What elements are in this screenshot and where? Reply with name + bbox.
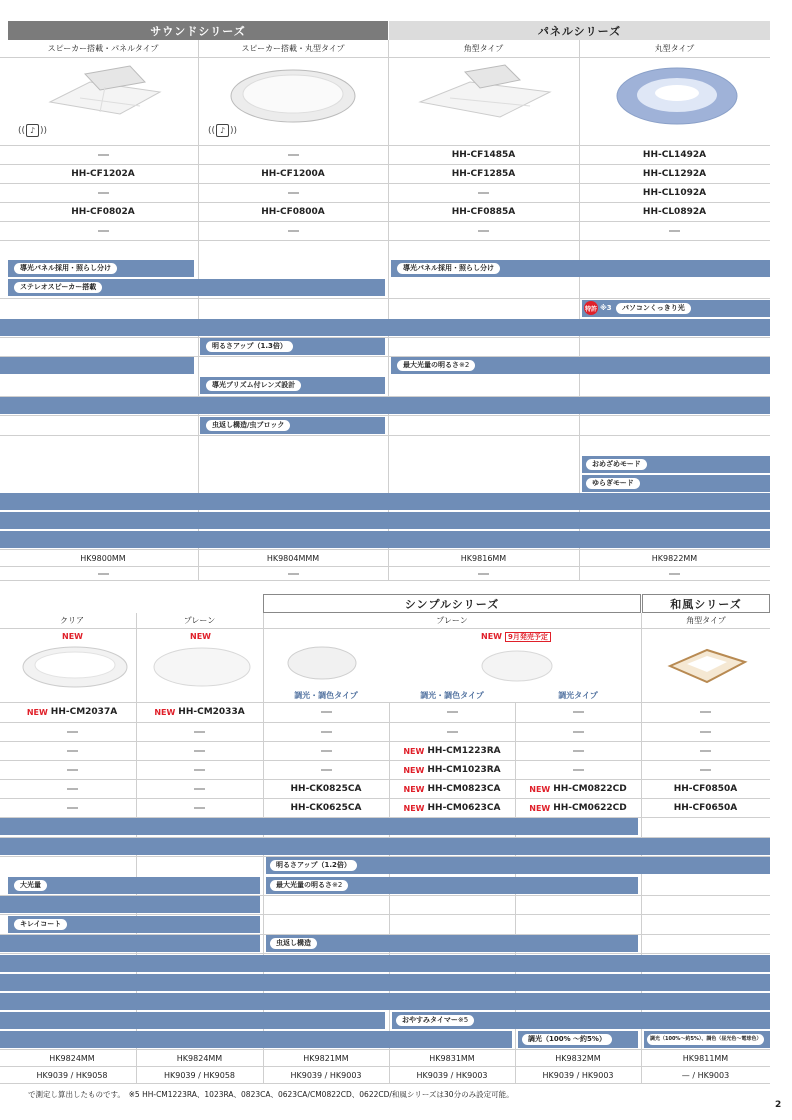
feature-bar (8, 916, 260, 933)
type-square-wafu: 角型タイプ (686, 616, 726, 625)
feature-bar (518, 1031, 638, 1048)
dimming-label: 調光（100% 〜約5%） (522, 1034, 612, 1045)
dash-mark (478, 573, 489, 575)
model-number: HH-CL1092A (642, 188, 707, 198)
bottom-model-cell (263, 761, 389, 779)
model-number: HH-CM0822CD (553, 784, 627, 794)
feature-bar (392, 1012, 770, 1029)
model-number: HH-CF1200A (261, 169, 325, 179)
light-panel-label-2: 導光パネル採用・照らし分け (397, 263, 500, 274)
dash-mark (288, 192, 299, 194)
bottom-model-cell (641, 723, 770, 741)
bottom-remote-cell: HK9824MM (49, 1053, 95, 1063)
dimming-color-label: 調光（100%〜約5%）、調色（昼光色〜電球色） (647, 1034, 764, 1045)
dash-mark (573, 731, 584, 733)
top-remote2-cell (198, 567, 388, 580)
september-release-label: 9月発売予定 (505, 632, 551, 642)
simple-light-image-1 (285, 643, 360, 683)
top-model-cell (8, 184, 198, 202)
feature-bar (0, 818, 638, 835)
model-number: HH-CM0623CA (427, 803, 501, 813)
top-remote2-cell (388, 567, 579, 580)
dash-mark (700, 750, 711, 752)
feature-bar-full (0, 974, 770, 991)
feature-bar (200, 377, 385, 394)
bottom-model-cell (515, 780, 641, 798)
top-model-cell (8, 146, 198, 164)
bottom-model-cell (8, 799, 136, 817)
bottom-remote2-cell: HK9039 / HK9003 (416, 1070, 488, 1080)
square-panel-light-image (410, 62, 555, 127)
top-model-cell (198, 203, 388, 221)
bottom-model-cell (8, 761, 136, 779)
top-remote-cell: HK9816MM (460, 553, 507, 563)
model-number: HH-CL1292A (642, 169, 707, 179)
wake-mode-label: おめざめモード (586, 459, 647, 470)
dash-mark (67, 788, 78, 790)
dash-mark (573, 769, 584, 771)
sound-series-header: サウンドシリーズ (8, 21, 388, 40)
dash-mark (447, 711, 458, 713)
feature-bar-full (0, 531, 770, 548)
top-model-cell (579, 165, 770, 183)
feature-bar-full (0, 493, 770, 510)
feature-bar (0, 357, 194, 374)
feature-bar-full (0, 397, 770, 414)
top-model-cell (388, 222, 579, 240)
top-model-cell (388, 146, 579, 164)
model-number: HH-CK0625CA (290, 803, 362, 813)
model-number: HH-CL0892A (642, 207, 707, 217)
bottom-model-cell (389, 703, 515, 721)
model-number: HH-CF1285A (451, 169, 516, 179)
feature-bar-full (0, 512, 770, 529)
dash-mark (573, 750, 584, 752)
bottom-remote2-cell: HK9039 / HK9058 (163, 1070, 236, 1080)
model-number: HH-CF0885A (451, 207, 516, 217)
model-number: HH-CM1223RA (427, 746, 501, 756)
patent-badge: 特許 (584, 301, 598, 315)
model-number: HH-CF0650A (673, 803, 738, 813)
feature-bar (391, 357, 770, 374)
top-model-cell (579, 146, 770, 164)
max-bright-label: 最大光量の明るさ※2 (397, 360, 475, 371)
type-clear: クリア (60, 616, 84, 625)
dash-mark (700, 769, 711, 771)
top-remote-cell: HK9804MMM (266, 553, 320, 563)
bottom-model-cell (515, 742, 641, 760)
dash-mark (321, 750, 332, 752)
dash-mark (98, 573, 109, 575)
bottom-model-cell (136, 761, 263, 779)
prism-label: 導光プリズム付レンズ設計 (206, 380, 301, 391)
dash-mark (321, 711, 332, 713)
caption-dimming-color-2: 調光・調色タイプ (420, 690, 484, 700)
dash-mark (700, 711, 711, 713)
bottom-model-cell (641, 703, 770, 721)
bottom-model-cell (263, 703, 389, 721)
bottom-model-cell (389, 761, 515, 779)
large-light-label: 大光量 (14, 880, 47, 891)
new-label: NEW (154, 707, 176, 717)
dash-mark (321, 769, 332, 771)
yuragi-mode-label: ゆらぎモード (586, 478, 640, 489)
caption-dimming: 調光タイプ (558, 690, 598, 700)
bottom-remote-cell: HK9811MM (682, 1053, 729, 1063)
type-square: 角型タイプ (463, 44, 504, 53)
sleep-timer-label: おやすみタイマー※5 (396, 1015, 474, 1026)
bottom-model-cell (136, 780, 263, 798)
model-number: HH-CF0802A (71, 207, 135, 217)
bottom-remote-cell: HK9824MM (176, 1053, 223, 1063)
bottom-model-cell (263, 742, 389, 760)
dash-mark (288, 230, 299, 232)
dash-mark (447, 731, 458, 733)
top-model-cell (198, 146, 388, 164)
type-plain-simple: プレーン (436, 616, 468, 625)
model-number: HH-CF1202A (71, 169, 135, 179)
top-remote-cell: HK9822MM (651, 553, 698, 563)
new-label: NEW (26, 707, 48, 717)
feature-bar (8, 279, 385, 296)
dash-mark (478, 230, 489, 232)
round-panel-light-image (612, 62, 742, 126)
bottom-model-cell (136, 703, 263, 721)
new-label: NEW (403, 765, 425, 775)
clear-light-image (20, 645, 130, 690)
bottom-model-cell (8, 723, 136, 741)
top-model-cell (8, 222, 198, 240)
model-number: HH-CF0800A (261, 207, 325, 217)
bottom-model-cell (136, 742, 263, 760)
top-model-cell (579, 222, 770, 240)
dash-mark (67, 750, 78, 752)
bottom-model-cell (263, 780, 389, 798)
dash-mark (669, 573, 680, 575)
dash-mark (98, 192, 109, 194)
sound-icon-1: (( ♪ )) (18, 125, 48, 136)
new-label: NEW (403, 784, 425, 794)
feature-bar-full (0, 955, 770, 972)
bottom-remote-cell: HK9821MM (303, 1053, 349, 1063)
top-model-cell (198, 184, 388, 202)
bottom-model-cell (641, 799, 770, 817)
feature-bar (582, 456, 770, 473)
feature-bar (582, 475, 770, 492)
feature-bar (200, 417, 385, 434)
feature-bar (266, 877, 638, 894)
type-speaker-round: スピーカー搭載・丸型タイプ (241, 44, 345, 53)
feature-bar (8, 877, 260, 894)
bottom-remote2-cell: HK9039 / HK9058 (36, 1070, 108, 1080)
dash-mark (194, 731, 205, 733)
bottom-remote2-cell: HK9039 / HK9003 (542, 1070, 614, 1080)
model-number: HH-CF1485A (451, 150, 516, 160)
feature-bar (582, 300, 770, 317)
sound-icon-2: (( ♪ )) (208, 125, 238, 136)
top-remote-cell: HK9800MM (80, 553, 126, 563)
dash-mark (67, 769, 78, 771)
dash-mark (669, 230, 680, 232)
new-label: NEW (529, 784, 551, 794)
top-model-cell (198, 222, 388, 240)
bright-up-label-bottom: 明るさアップ（1.2倍） (270, 860, 357, 871)
bottom-remote2-cell: — / HK9003 (681, 1070, 730, 1080)
light-panel-label: 導光パネル採用・照らし分け (14, 263, 117, 274)
top-model-cell (388, 165, 579, 183)
top-model-cell (8, 165, 198, 183)
type-speaker-panel: スピーカー搭載・パネルタイプ (47, 44, 159, 53)
simple-series-header: シンプルシリーズ (263, 594, 641, 613)
bottom-model-cell (641, 780, 770, 798)
bottom-model-cell (136, 799, 263, 817)
model-number: HH-CF0850A (673, 784, 738, 794)
model-number: HH-CM2033A (178, 707, 245, 717)
kirei-coat-label: キレイコート (14, 919, 67, 930)
model-number: HH-CM2037A (50, 707, 118, 717)
caption-dimming-color-1: 調光・調色タイプ (294, 690, 358, 700)
feature-bar-full (0, 993, 770, 1010)
dash-mark (194, 788, 205, 790)
new-label: NEW (190, 632, 211, 641)
new-label: NEW (403, 803, 425, 813)
bottom-model-cell (389, 799, 515, 817)
feature-bar (0, 935, 260, 952)
wafu-series-header: 和風シリーズ (642, 594, 770, 613)
model-number: HH-CM0622CD (553, 803, 627, 813)
model-number: HH-CK0825CA (290, 784, 362, 794)
max-bright-label-bottom: 最大光量の明るさ※2 (270, 880, 348, 891)
dash-mark (700, 731, 711, 733)
dash-mark (194, 769, 205, 771)
dash-mark (321, 731, 332, 733)
bottom-model-cell (136, 723, 263, 741)
feature-bar (644, 1031, 770, 1048)
page-number: 2 (775, 1100, 782, 1110)
bottom-model-cell (8, 703, 136, 721)
bottom-model-cell (641, 761, 770, 779)
new-label: NEW (403, 746, 425, 756)
top-model-cell (388, 203, 579, 221)
simple-light-image-2 (478, 647, 556, 685)
feature-bar-full (0, 319, 770, 336)
bottom-model-cell (389, 723, 515, 741)
bottom-model-cell (263, 799, 389, 817)
top-model-cell (579, 203, 770, 221)
dash-mark (478, 192, 489, 194)
dash-mark (194, 807, 205, 809)
dash-mark (98, 154, 109, 156)
bottom-model-cell (389, 780, 515, 798)
bottom-remote-cell: HK9831MM (429, 1053, 475, 1063)
bottom-model-cell (8, 780, 136, 798)
dash-mark (194, 750, 205, 752)
feature-bar (0, 896, 260, 913)
model-number: HH-CL1492A (642, 150, 707, 160)
dash-mark (98, 230, 109, 232)
bottom-model-cell (389, 742, 515, 760)
type-round: 丸型タイプ (654, 44, 695, 53)
bottom-model-cell (515, 761, 641, 779)
feature-bar (266, 857, 770, 874)
bottom-model-cell (641, 742, 770, 760)
panel-series-header: パネルシリーズ (389, 21, 770, 40)
dash-mark (67, 731, 78, 733)
top-remote2-cell (8, 567, 198, 580)
feature-bar (200, 338, 385, 355)
dash-mark (288, 154, 299, 156)
dash-mark (67, 807, 78, 809)
feature-bar (391, 260, 770, 277)
top-model-cell (388, 184, 579, 202)
plain-light-image (150, 645, 255, 690)
feature-bar (266, 935, 638, 952)
stereo-label: ステレオスピーカー搭載 (14, 282, 102, 293)
panel-light-image (30, 62, 170, 127)
bug-label-bottom: 虫返し構造 (270, 938, 317, 949)
feature-bar (0, 1012, 385, 1029)
bottom-model-cell (515, 723, 641, 741)
bottom-model-cell (8, 742, 136, 760)
dash-mark (288, 573, 299, 575)
top-remote2-cell (579, 567, 770, 580)
feature-bar (0, 1031, 512, 1048)
new-label: NEW (62, 632, 83, 641)
feature-bar (8, 260, 194, 277)
wafu-light-image (665, 640, 750, 688)
bug-label: 虫返し構造/虫ブロック (206, 420, 290, 431)
new-label: NEW 9月発売予定 (481, 632, 551, 642)
bright-up-label: 明るさアップ（1.3倍） (206, 341, 293, 352)
new-label: NEW (529, 803, 551, 813)
type-plain: プレーン (183, 616, 216, 625)
footnote: で測定し算出したものです。 ※5 HH-CM1223RA、1023RA、0823CA、0623CA/CM0822CD、0622CD/和風シリーズは30分のみ設定可能。 (28, 1090, 514, 1099)
model-number: HH-CM0823CA (427, 784, 501, 794)
top-model-cell (579, 184, 770, 202)
model-number: HH-CM1023RA (427, 765, 501, 775)
patent-note: ※3 (600, 304, 612, 312)
dash-mark (573, 711, 584, 713)
bottom-model-cell (515, 799, 641, 817)
top-model-cell (198, 165, 388, 183)
pc-light-label: パソコンくっきり光 (616, 303, 691, 314)
round-speaker-light-image (228, 64, 358, 124)
bottom-model-cell (263, 723, 389, 741)
top-model-cell (8, 203, 198, 221)
bottom-remote2-cell: HK9039 / HK9003 (290, 1070, 362, 1080)
feature-bar-full (0, 838, 770, 855)
bottom-remote-cell: HK9832MM (555, 1053, 601, 1063)
bottom-model-cell (515, 703, 641, 721)
